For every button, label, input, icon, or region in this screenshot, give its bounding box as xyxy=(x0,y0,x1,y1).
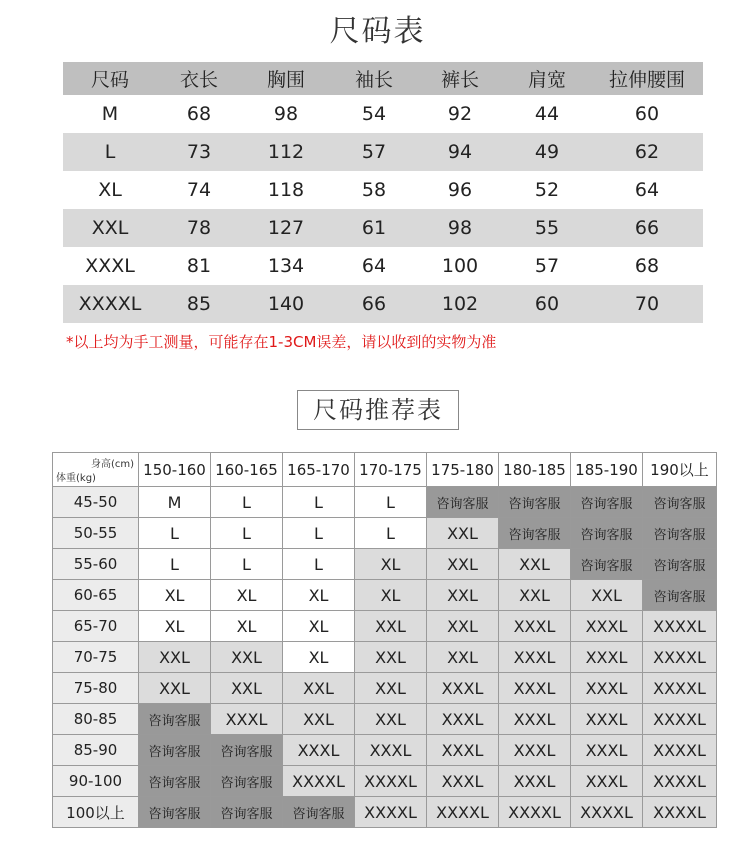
recommended-size-cell: XXL xyxy=(427,580,499,611)
size-chart-header-cell: 袖长 xyxy=(331,62,417,95)
recommended-size-cell: L xyxy=(283,549,355,580)
recommended-size-cell: XXXL xyxy=(571,673,643,704)
consult-service-cell: 咨询客服 xyxy=(643,549,717,580)
weight-range-label: 80-85 xyxy=(53,704,139,735)
recommended-size-cell: XXXL xyxy=(571,704,643,735)
height-range-header: 185-190 xyxy=(571,453,643,487)
recommended-size-cell: XXXL xyxy=(499,704,571,735)
recommended-size-cell: XL xyxy=(283,580,355,611)
recommended-size-cell: XXXL xyxy=(211,704,283,735)
size-value-cell: 118 xyxy=(267,179,305,201)
weight-range-label: 65-70 xyxy=(53,611,139,642)
recommended-size-cell: XXXL xyxy=(427,673,499,704)
recommendation-header-row xyxy=(53,453,717,487)
recommended-size-cell: XXXXL xyxy=(643,735,717,766)
recommended-size-cell: L xyxy=(211,487,283,518)
consult-service-cell: 咨询客服 xyxy=(643,487,717,518)
recommended-size-cell: L xyxy=(283,487,355,518)
size-value-cell: 112 xyxy=(241,133,331,171)
size-value-cell: 81 xyxy=(186,255,212,277)
recommended-size-cell: XL xyxy=(139,580,211,611)
size-label-cell: XXXL xyxy=(85,255,135,277)
consult-service-cell: 咨询客服 xyxy=(283,797,355,828)
recommended-size-cell: XXL xyxy=(427,611,499,642)
size-value-cell: 61 xyxy=(331,209,417,247)
size-value-cell: 134 xyxy=(267,255,305,277)
recommended-size-cell: L xyxy=(283,518,355,549)
recommendation-row xyxy=(53,673,717,704)
recommended-size-cell: XXXXL xyxy=(643,611,717,642)
recommended-size-cell: XL xyxy=(139,611,211,642)
consult-service-cell: 咨询客服 xyxy=(211,735,283,766)
size-chart-row xyxy=(63,285,703,323)
recommended-size-cell: XXL xyxy=(211,673,283,704)
consult-service-cell: 咨询客服 xyxy=(571,487,643,518)
size-label-cell: XXL xyxy=(63,209,157,247)
recommended-size-cell: XXXL xyxy=(499,766,571,797)
recommended-size-cell: XXL xyxy=(139,673,211,704)
recommended-size-cell: XL xyxy=(283,611,355,642)
weight-range-label: 75-80 xyxy=(53,673,139,704)
consult-service-cell: 咨询客服 xyxy=(139,735,211,766)
recommended-size-cell: XXL xyxy=(427,518,499,549)
size-value-cell: 62 xyxy=(591,133,703,171)
recommended-size-cell: XXL xyxy=(355,704,427,735)
height-range-header: 150-160 xyxy=(139,453,211,487)
size-value-cell: 57 xyxy=(534,255,560,277)
recommended-size-cell: XXXL xyxy=(499,611,571,642)
recommendation-row xyxy=(53,549,717,580)
recommended-size-cell: XXL xyxy=(283,673,355,704)
recommended-size-cell: XL xyxy=(211,580,283,611)
recommended-size-cell: XXXL xyxy=(427,766,499,797)
size-value-cell: 70 xyxy=(591,285,703,323)
size-value-cell: 98 xyxy=(417,209,503,247)
recommended-size-cell: XXL xyxy=(427,549,499,580)
recommended-size-cell: XXXL xyxy=(355,735,427,766)
size-value-cell: 55 xyxy=(503,209,591,247)
recommendation-row xyxy=(53,580,717,611)
size-value-cell: 64 xyxy=(361,255,387,277)
recommendation-row xyxy=(53,611,717,642)
height-range-header: 165-170 xyxy=(283,453,355,487)
recommended-size-cell: XXL xyxy=(499,580,571,611)
size-recommendation-table xyxy=(52,452,717,828)
recommended-size-cell: XXXL xyxy=(571,611,643,642)
recommended-size-cell: XXL xyxy=(283,704,355,735)
recommendation-row xyxy=(53,797,717,828)
recommendation-row xyxy=(53,766,717,797)
size-chart-title: 尺码表 xyxy=(329,14,426,49)
recommendation-row xyxy=(53,704,717,735)
size-value-cell: 58 xyxy=(361,179,387,201)
size-value-cell: 57 xyxy=(331,133,417,171)
recommendation-row xyxy=(53,487,717,518)
height-range-header: 175-180 xyxy=(427,453,499,487)
recommended-size-cell: XXXXL xyxy=(643,642,717,673)
consult-service-cell: 咨询客服 xyxy=(643,580,717,611)
recommendation-row xyxy=(53,642,717,673)
recommended-size-cell: XL xyxy=(283,642,355,673)
recommended-size-cell: XXXXL xyxy=(427,797,499,828)
size-value-cell: 74 xyxy=(186,179,212,201)
size-chart-row xyxy=(63,133,703,171)
weight-range-label: 50-55 xyxy=(53,518,139,549)
weight-range-label: 45-50 xyxy=(53,487,139,518)
recommended-size-cell: XXXXL xyxy=(643,797,717,828)
size-chart-row xyxy=(63,247,703,285)
recommended-size-cell: XXL xyxy=(211,642,283,673)
corner-cell xyxy=(53,453,139,487)
weight-range-label: 70-75 xyxy=(53,642,139,673)
recommended-size-cell: XXL xyxy=(355,642,427,673)
recommended-size-cell: L xyxy=(139,549,211,580)
size-value-cell: 68 xyxy=(186,103,212,125)
corner-weight-label: 体重(kg) xyxy=(56,473,96,484)
recommendation-title: 尺码推荐表 xyxy=(297,390,459,430)
size-value-cell: 60 xyxy=(634,103,660,125)
recommendation-row xyxy=(53,518,717,549)
weight-range-label: 60-65 xyxy=(53,580,139,611)
consult-service-cell: 咨询客服 xyxy=(139,766,211,797)
recommended-size-cell: XXXXL xyxy=(355,797,427,828)
size-chart-row xyxy=(63,209,703,247)
recommended-size-cell: XXXXL xyxy=(643,673,717,704)
height-range-header: 160-165 xyxy=(211,453,283,487)
recommended-size-cell: XXXL xyxy=(499,642,571,673)
consult-service-cell: 咨询客服 xyxy=(211,766,283,797)
recommended-size-cell: XL xyxy=(211,611,283,642)
recommended-size-cell: XXXXL xyxy=(283,766,355,797)
size-chart-header-cell: 裤长 xyxy=(417,62,503,95)
recommended-size-cell: XXXL xyxy=(427,704,499,735)
size-label-cell: M xyxy=(101,103,119,125)
size-value-cell: 73 xyxy=(157,133,241,171)
size-value-cell: 96 xyxy=(447,179,473,201)
consult-service-cell: 咨询客服 xyxy=(571,518,643,549)
size-value-cell: 98 xyxy=(273,103,299,125)
consult-service-cell: 咨询客服 xyxy=(499,518,571,549)
size-value-cell: 140 xyxy=(241,285,331,323)
size-chart-header-cell: 肩宽 xyxy=(503,62,591,95)
size-value-cell: 49 xyxy=(503,133,591,171)
consult-service-cell: 咨询客服 xyxy=(427,487,499,518)
recommended-size-cell: XXXL xyxy=(571,766,643,797)
recommended-size-cell: XXXXL xyxy=(643,766,717,797)
recommended-size-cell: L xyxy=(139,518,211,549)
consult-service-cell: 咨询客服 xyxy=(571,549,643,580)
recommendation-row xyxy=(53,735,717,766)
recommended-size-cell: L xyxy=(211,518,283,549)
recommended-size-cell: M xyxy=(139,487,211,518)
size-value-cell: 44 xyxy=(534,103,560,125)
consult-service-cell: 咨询客服 xyxy=(211,797,283,828)
recommended-size-cell: XXL xyxy=(139,642,211,673)
recommended-size-cell: XXXL xyxy=(283,735,355,766)
size-label-cell: XL xyxy=(98,179,122,201)
consult-service-cell: 咨询客服 xyxy=(139,797,211,828)
size-value-cell: 52 xyxy=(534,179,560,201)
recommended-size-cell: XXXXL xyxy=(355,766,427,797)
size-label-cell: L xyxy=(63,133,157,171)
size-value-cell: 66 xyxy=(591,209,703,247)
recommended-size-cell: L xyxy=(355,518,427,549)
size-value-cell: 100 xyxy=(441,255,479,277)
consult-service-cell: 咨询客服 xyxy=(643,518,717,549)
size-chart-header-cell: 衣长 xyxy=(157,62,241,95)
size-value-cell: 92 xyxy=(447,103,473,125)
recommended-size-cell: L xyxy=(355,487,427,518)
size-value-cell: 127 xyxy=(241,209,331,247)
recommended-size-cell: XXXL xyxy=(571,642,643,673)
size-chart-header-cell: 胸围 xyxy=(241,62,331,95)
weight-range-label: 100以上 xyxy=(53,797,139,828)
recommended-size-cell: XXL xyxy=(355,673,427,704)
weight-range-label: 55-60 xyxy=(53,549,139,580)
recommended-size-cell: XXXXL xyxy=(499,797,571,828)
recommended-size-cell: XXXL xyxy=(499,735,571,766)
recommended-size-cell: XXXL xyxy=(571,735,643,766)
size-value-cell: 60 xyxy=(503,285,591,323)
size-value-cell: 85 xyxy=(157,285,241,323)
recommended-size-cell: L xyxy=(211,549,283,580)
size-value-cell: 102 xyxy=(417,285,503,323)
size-value-cell: 68 xyxy=(634,255,660,277)
corner-height-label: 身高(cm) xyxy=(90,459,134,470)
recommended-size-cell: XXL xyxy=(355,611,427,642)
size-value-cell: 66 xyxy=(331,285,417,323)
size-value-cell: 78 xyxy=(157,209,241,247)
consult-service-cell: 咨询客服 xyxy=(499,487,571,518)
size-chart-header-row xyxy=(63,62,703,95)
recommended-size-cell: XXL xyxy=(427,642,499,673)
measurement-note: *以上均为手工测量，可能存在1-3CM误差，请以收到的实物为准 xyxy=(66,333,497,351)
size-chart-header-cell: 尺码 xyxy=(63,62,157,95)
size-chart-header-cell: 拉伸腰围 xyxy=(591,62,703,95)
recommended-size-cell: XXXXL xyxy=(643,704,717,735)
weight-range-label: 85-90 xyxy=(53,735,139,766)
size-value-cell: 64 xyxy=(634,179,660,201)
size-value-cell: 94 xyxy=(417,133,503,171)
recommended-size-cell: XL xyxy=(355,580,427,611)
size-chart-table xyxy=(63,62,703,323)
recommended-size-cell: XXXL xyxy=(499,673,571,704)
size-label-cell: XXXXL xyxy=(63,285,157,323)
recommended-size-cell: XXL xyxy=(499,549,571,580)
recommended-size-cell: XXL xyxy=(571,580,643,611)
size-chart-row xyxy=(63,171,703,209)
size-value-cell: 54 xyxy=(361,103,387,125)
height-range-header: 170-175 xyxy=(355,453,427,487)
size-chart-row xyxy=(63,95,703,133)
weight-range-label: 90-100 xyxy=(53,766,139,797)
recommended-size-cell: XXXL xyxy=(427,735,499,766)
consult-service-cell: 咨询客服 xyxy=(139,704,211,735)
recommended-size-cell: XL xyxy=(355,549,427,580)
recommended-size-cell: XXXXL xyxy=(571,797,643,828)
height-range-header: 180-185 xyxy=(499,453,571,487)
height-range-header: 190以上 xyxy=(643,453,717,487)
